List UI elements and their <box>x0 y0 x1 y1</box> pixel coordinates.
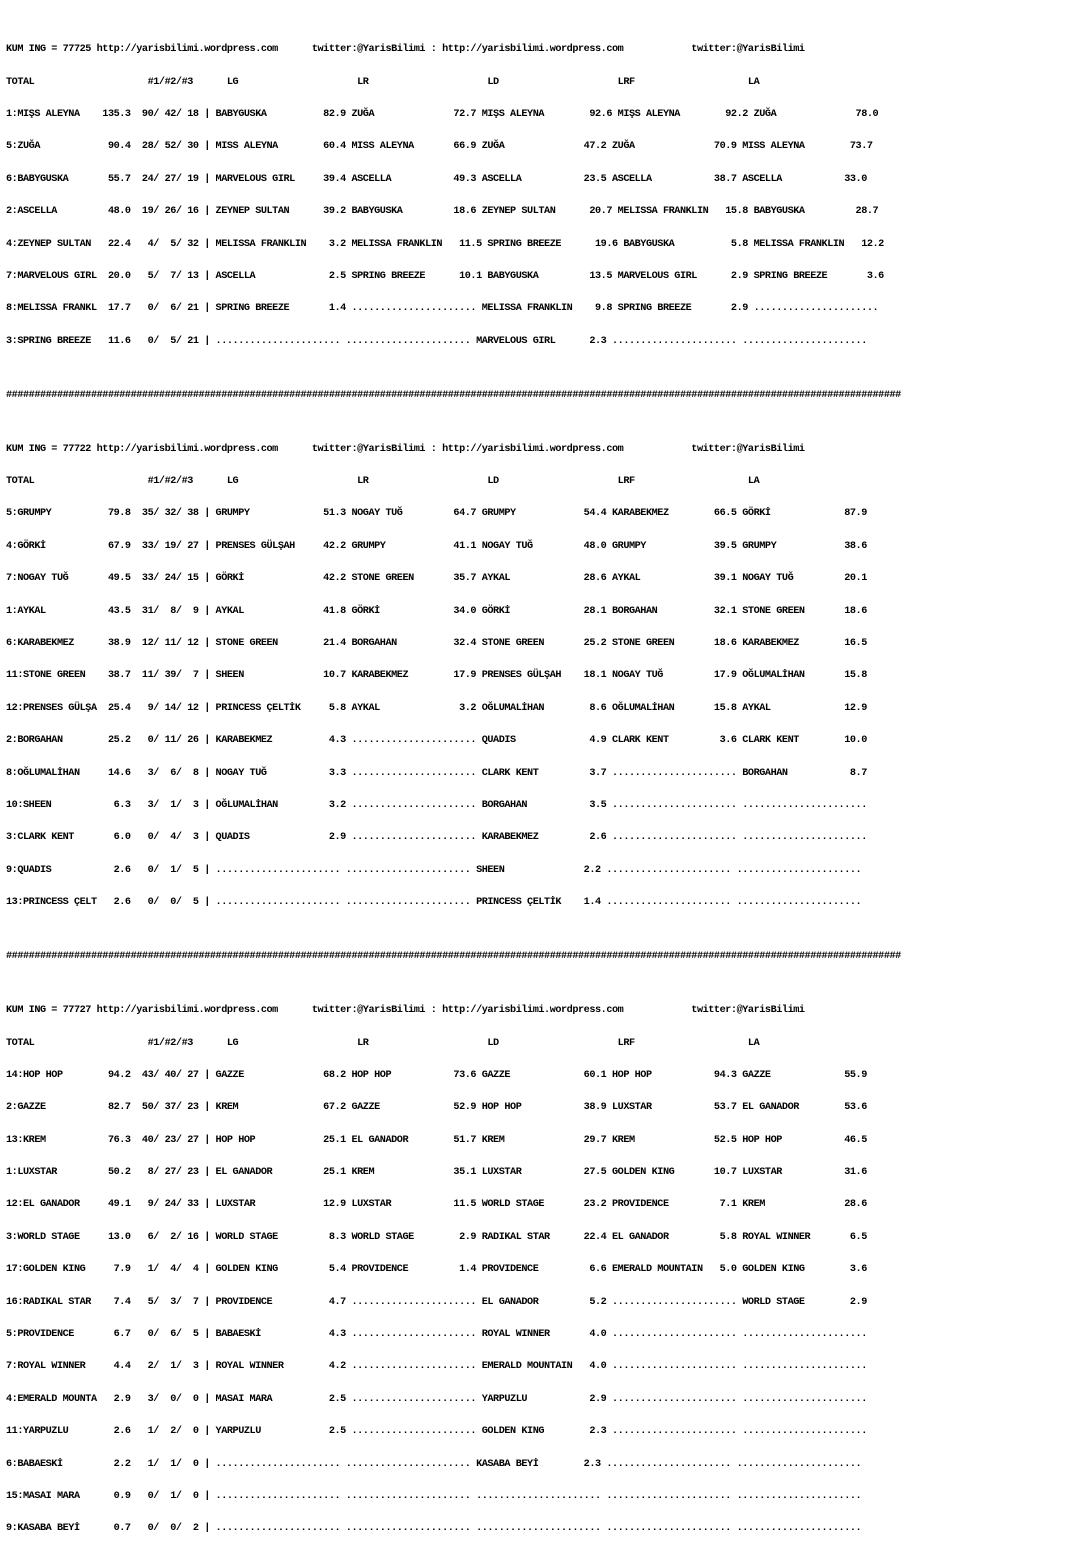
race-header: KUM ING = 77727 http://yarisbilimi.wordpress.com twitter:@YarisBilimi : http://yarisbilimi.wordpress.com twitter:@YarisBilimi <box>6 1005 805 1017</box>
column-headers: TOTAL #1/#2/#3 LG LR LD LRF LA <box>6 476 760 488</box>
table-row: 3:CLARK KENT 6.0 0/ 4/ 3 | QUADIS 2.9 ...................... KARABEKMEZ 2.6 ...................... ...................... <box>6 832 867 844</box>
table-row: 12:PRENSES GÜLŞA 25.4 9/ 14/ 12 | PRINCESS ÇELTİK 5.8 AYKAL 3.2 OĞLUMALİHAN 8.6 OĞLUMALİHAN 15.8 AYKAL 12.9 <box>6 702 867 714</box>
table-row: 13:PRINCESS ÇELT 2.6 0/ 0/ 5 | ...................... ...................... PRINCESS ÇELTİK 1.4 ...................... ...................... <box>6 897 862 909</box>
table-row: 1:MIŞS ALEYNA 135.3 90/ 42/ 18 | BABYGUSKA 82.9 ZUĞA 72.7 MIŞS ALEYNA 92.6 MIŞS ALEYNA 92.2 ZUĞA 78.0 <box>6 108 879 120</box>
column-headers: TOTAL #1/#2/#3 LG LR LD LRF LA <box>6 1037 760 1049</box>
table-row: 5:PROVIDENCE 6.7 0/ 6/ 5 | BABAESKİ 4.3 ...................... ROYAL WINNER 4.0 ...................... ...................... <box>6 1329 867 1341</box>
table-row: 4:GÖRKİ 67.9 33/ 19/ 27 | PRENSES GÜLŞAH 42.2 GRUMPY 41.1 NOGAY TUĞ 48.0 GRUMPY 39.5 GRUMPY 38.6 <box>6 540 867 552</box>
table-row: 3:WORLD STAGE 13.0 6/ 2/ 16 | WORLD STAGE 8.3 WORLD STAGE 2.9 RADIKAL STAR 22.4 EL GANADOR 5.8 ROYAL WINNER 6.5 <box>6 1231 867 1243</box>
table-row: 1:LUXSTAR 50.2 8/ 27/ 23 | EL GANADOR 25.1 KREM 35.1 LUXSTAR 27.5 GOLDEN KING 10.7 LUXSTAR 31.6 <box>6 1167 867 1179</box>
table-row: 12:EL GANADOR 49.1 9/ 24/ 33 | LUXSTAR 12.9 LUXSTAR 11.5 WORLD STAGE 23.2 PROVIDENCE 7.1 KREM 28.6 <box>6 1199 867 1211</box>
table-row: 9:QUADIS 2.6 0/ 1/ 5 | ...................... ...................... SHEEN 2.2 ...................... ...................... <box>6 864 862 876</box>
table-row: 2:ASCELLA 48.0 19/ 26/ 16 | ZEYNEP SULTAN 39.2 BABYGUSKA 18.6 ZEYNEP SULTAN 20.7 MELISSA FRANKLIN 15.8 BABYGUSKA 28.7 <box>6 206 879 218</box>
race-block-77727 <box>6 985 1077 1557</box>
table-row: 10:SHEEN 6.3 3/ 1/ 3 | OĞLUMALİHAN 3.2 ...................... BORGAHAN 3.5 ...................... ...................... <box>6 799 867 811</box>
table-row: 7:MARVELOUS GIRL 20.0 5/ 7/ 13 | ASCELLA 2.5 SPRING BREEZE 10.1 BABYGUSKA 13.5 MARVELOUS GIRL 2.9 SPRING BREEZE 3.6 <box>6 270 884 282</box>
column-headers: TOTAL #1/#2/#3 LG LR LD LRF LA <box>6 76 760 88</box>
table-row: 6:BABAESKİ 2.2 1/ 1/ 0 | ...................... ...................... KASABA BEYİ 2.3 ...................... ...................... <box>6 1458 862 1470</box>
table-row: 2:BORGAHAN 25.2 0/ 11/ 26 | KARABEKMEZ 4.3 ...................... QUADIS 4.9 CLARK KENT 3.6 CLARK KENT 10.0 <box>6 735 867 747</box>
race-block-77725 <box>6 24 1077 370</box>
table-row: 3:SPRING BREEZE 11.6 0/ 5/ 21 | ...................... ...................... MARVELOUS GIRL 2.3 ...................... ...................... <box>6 335 867 347</box>
table-row: 9:KASABA BEYİ 0.7 0/ 0/ 2 | ...................... ...................... ...................... ...................... ...................... <box>6 1523 862 1535</box>
table-row: 4:EMERALD MOUNTA 2.9 3/ 0/ 0 | MASAI MARA 2.5 ...................... YARPUZLU 2.9 ...................... ...................... <box>6 1393 867 1405</box>
race-header: KUM ING = 77722 http://yarisbilimi.wordpress.com twitter:@YarisBilimi : http://yarisbilimi.wordpress.com twitter:@YarisBilimi <box>6 443 805 455</box>
table-row: 4:ZEYNEP SULTAN 22.4 4/ 5/ 32 | MELISSA FRANKLIN 3.2 MELISSA FRANKLIN 11.5 SPRING BREEZE 19.6 BABYGUSKA 5.8 MELISSA FRANKLIN 12.2 <box>6 238 884 250</box>
table-row: 6:BABYGUSKA 55.7 24/ 27/ 19 | MARVELOUS GIRL 39.4 ASCELLA 49.3 ASCELLA 23.5 ASCELLA 38.7 ASCELLA 33.0 <box>6 173 867 185</box>
table-row: 5:ZUĞA 90.4 28/ 52/ 30 | MISS ALEYNA 60.4 MISS ALEYNA 66.9 ZUĞA 47.2 ZUĞA 70.9 MISS ALEYNA 73.7 <box>6 141 873 153</box>
table-row: 16:RADIKAL STAR 7.4 5/ 3/ 7 | PROVIDENCE 4.7 ...................... EL GANADOR 5.2 ...................... WORLD STAGE 2.9 <box>6 1296 867 1308</box>
table-row: 7:NOGAY TUĞ 49.5 33/ 24/ 15 | GÖRKİ 42.2 STONE GREEN 35.7 AYKAL 28.6 AYKAL 39.1 NOGAY TUĞ 20.1 <box>6 573 867 585</box>
table-row: 13:KREM 76.3 40/ 23/ 27 | HOP HOP 25.1 EL GANADOR 51.7 KREM 29.7 KREM 52.5 HOP HOP 46.5 <box>6 1134 867 1146</box>
race-header: KUM ING = 77725 http://yarisbilimi.wordpress.com twitter:@YarisBilimi : http://yarisbilimi.wordpress.com twitter:@YarisBilimi <box>6 44 805 56</box>
separator-line: ############################################################################################################################################################## <box>6 951 901 963</box>
table-row: 17:GOLDEN KING 7.9 1/ 4/ 4 | GOLDEN KING 5.4 PROVIDENCE 1.4 PROVIDENCE 6.6 EMERALD MOUNTAIN 5.0 GOLDEN KING 3.6 <box>6 1264 867 1276</box>
table-row: 7:ROYAL WINNER 4.4 2/ 1/ 3 | ROYAL WINNER 4.2 ...................... EMERALD MOUNTAIN 4.0 ...................... ...................... <box>6 1361 867 1373</box>
table-row: 11:YARPUZLU 2.6 1/ 2/ 0 | YARPUZLU 2.5 ...................... GOLDEN KING 2.3 ...................... ...................... <box>6 1426 867 1438</box>
table-row: 1:AYKAL 43.5 31/ 8/ 9 | AYKAL 41.8 GÖRKİ 34.0 GÖRKİ 28.1 BORGAHAN 32.1 STONE GREEN 18.6 <box>6 605 867 617</box>
table-row: 8:MELISSA FRANKL 17.7 0/ 6/ 21 | SPRING BREEZE 1.4 ...................... MELISSA FRANKLIN 9.8 SPRING BREEZE 2.9 ...................... <box>6 303 879 315</box>
table-row: 8:OĞLUMALİHAN 14.6 3/ 6/ 8 | NOGAY TUĞ 3.3 ...................... CLARK KENT 3.7 ...................... BORGAHAN 8.7 <box>6 767 867 779</box>
race-block-77722 <box>6 423 1077 930</box>
table-row: 6:KARABEKMEZ 38.9 12/ 11/ 12 | STONE GREEN 21.4 BORGAHAN 32.4 STONE GREEN 25.2 STONE GREEN 18.6 KARABEKMEZ 16.5 <box>6 638 867 650</box>
table-row: 5:GRUMPY 79.8 35/ 32/ 38 | GRUMPY 51.3 NOGAY TUĞ 64.7 GRUMPY 54.4 KARABEKMEZ 66.5 GÖRKİ 87.9 <box>6 508 867 520</box>
table-row: 2:GAZZE 82.7 50/ 37/ 23 | KREM 67.2 GAZZE 52.9 HOP HOP 38.9 LUXSTAR 53.7 EL GANADOR 53.6 <box>6 1102 867 1114</box>
separator-line: ############################################################################################################################################################## <box>6 389 901 401</box>
table-row: 14:HOP HOP 94.2 43/ 40/ 27 | GAZZE 68.2 HOP HOP 73.6 GAZZE 60.1 HOP HOP 94.3 GAZZE 55.9 <box>6 1069 867 1081</box>
table-row: 11:STONE GREEN 38.7 11/ 39/ 7 | SHEEN 10.7 KARABEKMEZ 17.9 PRENSES GÜLŞAH 18.1 NOGAY TUĞ 17.9 OĞLUMALİHAN 15.8 <box>6 670 867 682</box>
table-row: 15:MASAI MARA 0.9 0/ 1/ 0 | ...................... ...................... ...................... ...................... ...................... <box>6 1490 862 1502</box>
